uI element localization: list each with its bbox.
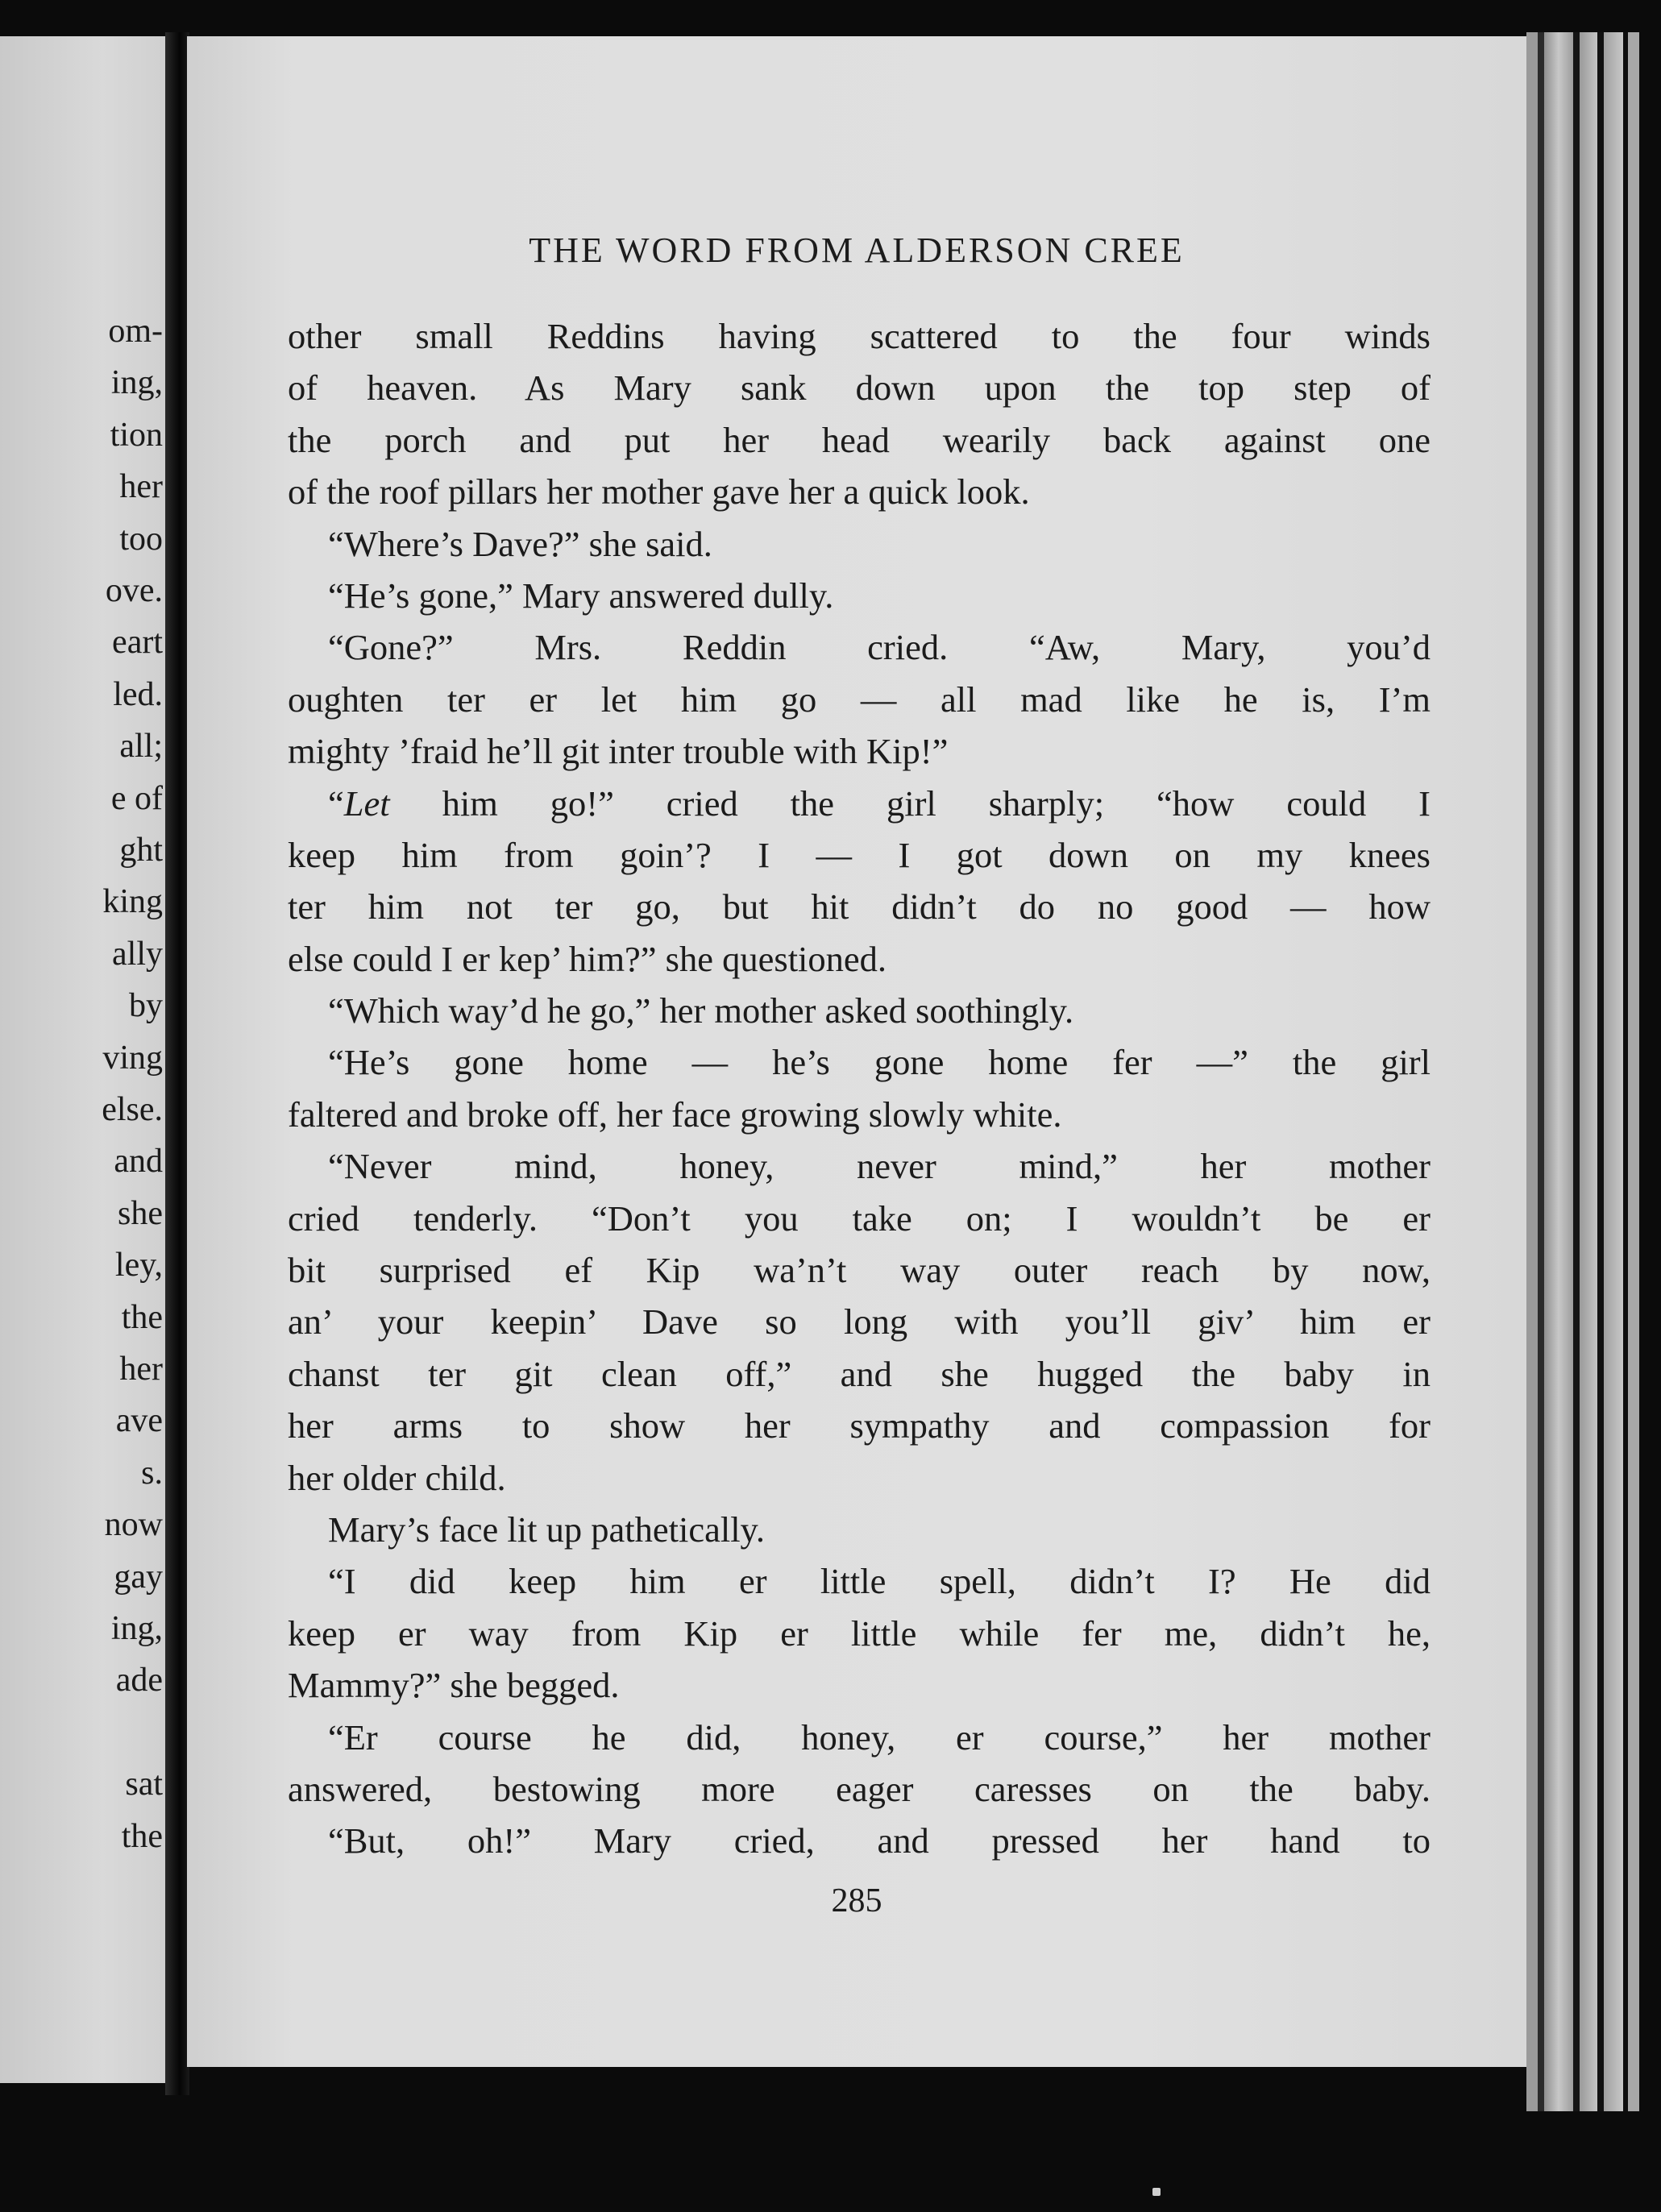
facing-page-line-end: ade: [115, 1662, 163, 1699]
text-line: the porch and put her head wearily back against one: [288, 419, 1431, 460]
text-line: bit surprised ef Kip wa’n’t way outer reach by now,: [288, 1250, 1431, 1291]
facing-page-line-end: the: [121, 1817, 163, 1855]
page-edge-shadow: [1573, 32, 1580, 2111]
text-line: answered, bestowing more eager caresses on the baby.: [288, 1768, 1431, 1809]
facing-page-line-end: ley,: [114, 1247, 163, 1284]
page-edge: [1604, 32, 1623, 2111]
facing-page-line-end: ing,: [110, 364, 163, 402]
facing-page-line-end: by: [129, 987, 163, 1025]
facing-page-line-end: sat: [125, 1766, 163, 1803]
page-edge-shadow: [1538, 32, 1544, 2111]
text-line: else could I er kep’ him?” she questioned.: [288, 938, 887, 979]
text-line: oughten ter er let him go — all mad like he is, I’m: [288, 679, 1431, 720]
text-line: ter him not ter go, but hit didn’t do no good — how: [288, 886, 1431, 928]
text-line: “Where’s Dave?” she said.: [328, 523, 712, 564]
text-line: cried tenderly. “Don’t you take on; I wouldn’t be er: [288, 1197, 1431, 1239]
page-edge: [1628, 32, 1639, 2111]
facing-page-line-end: gay: [114, 1558, 163, 1596]
text-line: other small Reddins having scattered to the four winds: [288, 316, 1431, 356]
text-line: “I did keep him er little spell, didn’t I? He did: [328, 1561, 1431, 1602]
text-line: of the roof pillars her mother gave her a quick look.: [288, 471, 1030, 513]
page-edge-shadow: [1597, 32, 1604, 2111]
book-gutter: [165, 32, 189, 2095]
text-line: an’ your keepin’ Dave so long with you’ll giv’ him er: [288, 1301, 1431, 1343]
facing-page-line-end: s.: [141, 1454, 163, 1492]
facing-page-line-end: her: [119, 1351, 163, 1388]
facing-page-line-end: ving: [102, 1039, 163, 1077]
text-line: “But, oh!” Mary cried, and pressed her hand to: [328, 1820, 1431, 1861]
text-line: “Er course he did, honey, er course,” her mother: [328, 1716, 1431, 1758]
text-line: Mammy?” she begged.: [288, 1665, 620, 1706]
facing-page-line-end: ally: [112, 935, 163, 973]
book-page: [187, 36, 1526, 2067]
text-line: Mary’s face lit up pathetically.: [328, 1509, 766, 1550]
text-line: “Let him go!” cried the girl sharply; “how could I: [328, 782, 1431, 824]
text-line: mighty ’fraid he’ll git inter trouble with Kip!”: [288, 731, 949, 772]
text-line: keep him from goin’? I — I got down on my knees: [288, 834, 1431, 875]
facing-page-line-end: eart: [112, 624, 163, 662]
facing-page: [0, 36, 171, 2083]
body-text: [288, 310, 1431, 1867]
text-line: faltered and broke off, her face growing slowly white.: [288, 1094, 1062, 1135]
facing-page-line-end: led.: [113, 675, 163, 713]
page-edge: [1544, 32, 1573, 2111]
scan-speck: [1152, 2188, 1161, 2196]
page-edge: [1526, 32, 1538, 2111]
text-line: “He’s gone,” Mary answered dully.: [328, 575, 834, 616]
facing-page-line-end: ove.: [105, 572, 163, 609]
text-line: her older child.: [288, 1457, 506, 1498]
text-line: “He’s gone home — he’s gone home fer —” the girl: [328, 1042, 1431, 1083]
text-line: chanst ter git clean off,” and she hugged the baby in: [288, 1353, 1431, 1394]
text-line: of heaven. As Mary sank down upon the top step of: [288, 367, 1431, 409]
facing-page-line-end: now: [104, 1506, 163, 1544]
facing-page-line-end: ave: [115, 1402, 163, 1440]
facing-page-line-end: else.: [102, 1091, 163, 1128]
text-line: keep er way from Kip er little while fer me, didn’t he,: [288, 1612, 1431, 1654]
text-line: “Which way’d he go,” her mother asked soothingly.: [328, 990, 1074, 1031]
text-line: “Gone?” Mrs. Reddin cried. “Aw, Mary, you’d: [328, 627, 1431, 668]
facing-page-line-end: the: [121, 1298, 163, 1336]
facing-page-line-end: and: [114, 1143, 163, 1181]
page-edge: [1580, 32, 1597, 2111]
facing-page-line-end: e of: [110, 779, 163, 817]
facing-page-line-end: she: [118, 1194, 163, 1232]
facing-page-line-end: ing,: [110, 1610, 163, 1647]
facing-page-line-end: om-: [108, 313, 163, 350]
facing-page-line-end: too: [119, 520, 163, 558]
text-line: “Never mind, honey, never mind,” her mother: [328, 1146, 1431, 1187]
facing-page-line-end: tion: [110, 416, 163, 454]
facing-page-line-end: ght: [119, 832, 163, 869]
facing-page-line-end: all;: [119, 728, 163, 766]
facing-page-line-end: king: [102, 883, 163, 921]
facing-page-line-end: her: [119, 468, 163, 506]
page-number: 285: [831, 1882, 882, 1919]
text-line: her arms to show her sympathy and compassion for: [288, 1405, 1431, 1446]
running-head: THE WORD FROM ALDERSON CREE: [529, 230, 1185, 270]
